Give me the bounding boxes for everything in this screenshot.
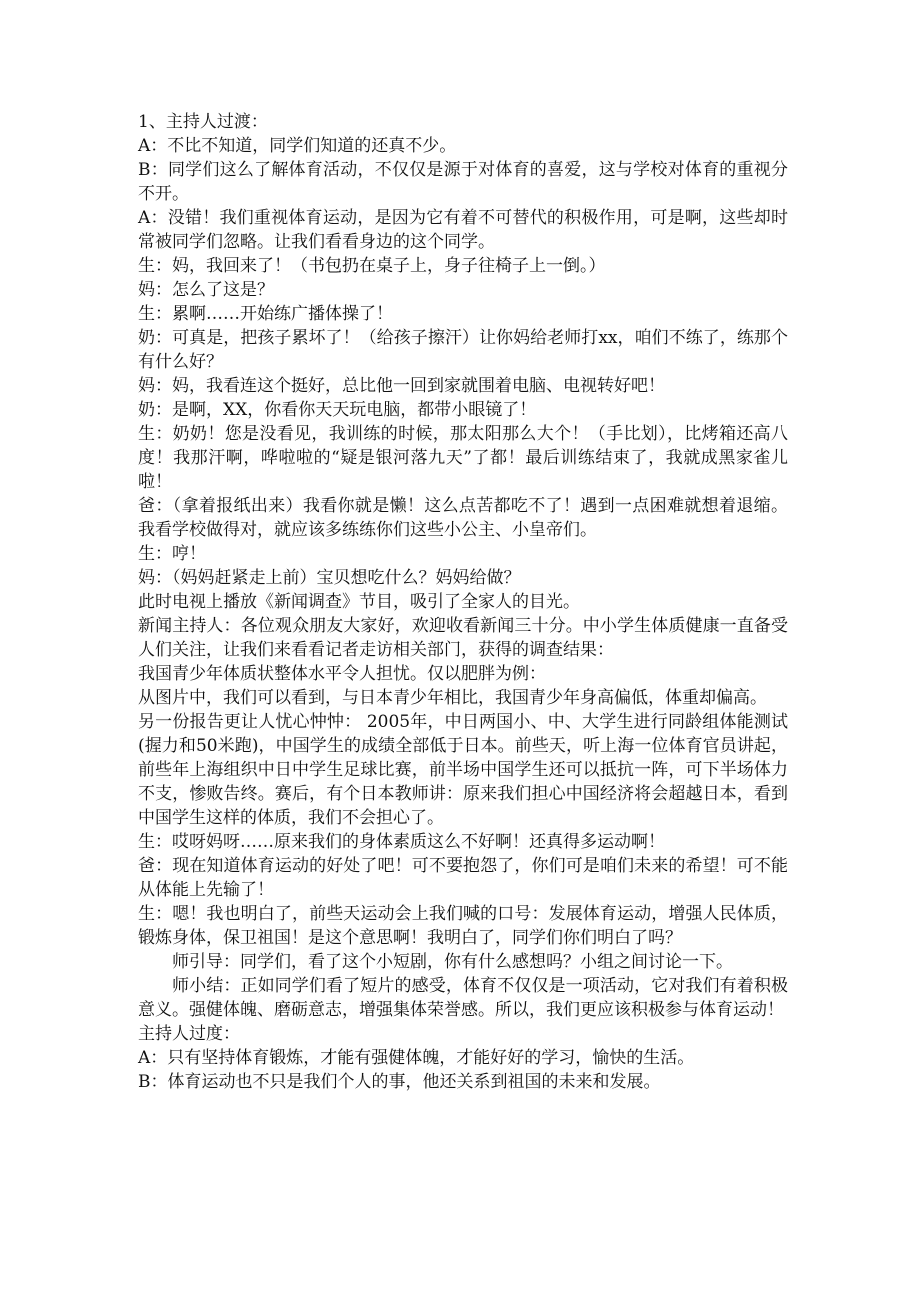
paragraph: 奶：是啊，XX，你看你天天玩电脑，都带小眼镜了！ [138,400,537,420]
paragraph: 生：哼！ [138,544,206,564]
paragraph-indented: 师小结：正如同学们看了短片的感受，体育不仅仅是一项活动，它对我们有着积极意义。强健体魄、磨砺意志，增强集体荣誉感。所以，我们更应该积极参与体育运动！ [138,976,788,1020]
paragraph: 生：嗯！我也明白了，前些天运动会上我们喊的口号：发展体育运动，增强人民体质，锻炼身体，保卫祖国！是这个意思啊！我明白了，同学们你们明白了吗？ [138,904,788,948]
paragraph: A：只有坚持体育锻炼，才能有强健体魄，才能好好的学习，愉快的生活。 [138,1048,695,1068]
paragraph: A：不比不知道，同学们知道的还真不少。 [138,136,457,156]
paragraph-indented: 师引导：同学们，看了这个小短剧，你有什么感想吗？小组之间讨论一下。 [172,952,733,972]
paragraph: 生：妈，我回来了！（书包扔在桌子上，身子往椅子上一倒。） [138,256,606,276]
paragraph: 妈：怎么了这是？ [138,280,274,300]
paragraph: A：没错！我们重视体育运动，是因为它有着不可替代的积极作用，可是啊，这些却时常被同学们忽略。让我们看看身边的这个同学。 [138,208,788,252]
paragraph: 另一份报告更让人忧心忡忡： 2005年，中日两国小、中、大学生进行同龄组体能测试(握力和50米跑)，中国学生的成绩全部低于日本。前些天，听上海一位体育官员讲起，前些年上海组织中日中学生足球比赛，前半场中国学生还可以抵抗一阵，可下半场体力不支，惨败告终。赛后，有个日本教师讲：原来我们担心中国经济将会超越日本，看到中国学生这样的体质，我们不会担心了。 [138,712,788,828]
paragraph: B：同学们这么了解体育活动，不仅仅是源于对体育的喜爱，这与学校对体育的重视分不开。 [138,160,788,204]
paragraph: 新闻主持人：各位观众朋友大家好，欢迎收看新闻三十分。中小学生体质健康一直备受人们关注，让我们来看看记者走访相关部门，获得的调查结果： [138,616,788,660]
document-page [138,110,788,1094]
paragraph: 从图片中，我们可以看到，与日本青少年相比，我国青少年身高偏低，体重却偏高。 [138,688,767,708]
paragraph: B：体育运动也不只是我们个人的事，他还关系到祖国的未来和发展。 [138,1072,661,1092]
paragraph: 生：累啊……开始练广播体操了！ [138,304,393,324]
paragraph: 此时电视上播放《新闻调查》节目，吸引了全家人的目光。 [138,592,580,612]
paragraph: 爸：（拿着报纸出来）我看你就是懒！这么点苦都吃不了！遇到一点困难就想着退缩。我看学校做得对，就应该多练练你们这些小公主、小皇帝们。 [138,496,788,540]
paragraph: 1、主持人过渡： [138,112,268,132]
paragraph: 妈：（妈妈赶紧走上前）宝贝想吃什么？妈妈给做？ [138,568,521,588]
paragraph: 奶：可真是，把孩子累坏了！（给孩子擦汗）让你妈给老师打xx，咱们不练了，练那个有什么好？ [138,328,788,372]
paragraph: 爸：现在知道体育运动的好处了吧！可不要抱怨了，你们可是咱们未来的希望！可不能从体能上先输了！ [138,856,788,900]
paragraph: 生：奶奶！您是没看见，我训练的时候，那太阳那么大个！（手比划），比烤箱还高八度！我那汗啊，哗啦啦的“疑是银河落九天”了都！最后训练结束了，我就成黑家雀儿啦！ [138,424,788,492]
paragraph: 生：哎呀妈呀……原来我们的身体素质这么不好啊！还真得多运动啊！ [138,832,665,852]
paragraph: 妈：妈，我看连这个挺好，总比他一回到家就围着电脑、电视转好吧！ [138,376,665,396]
paragraph: 主持人过度： [138,1024,240,1044]
paragraph: 我国青少年体质状整体水平令人担忧。仅以肥胖为例： [138,664,546,684]
